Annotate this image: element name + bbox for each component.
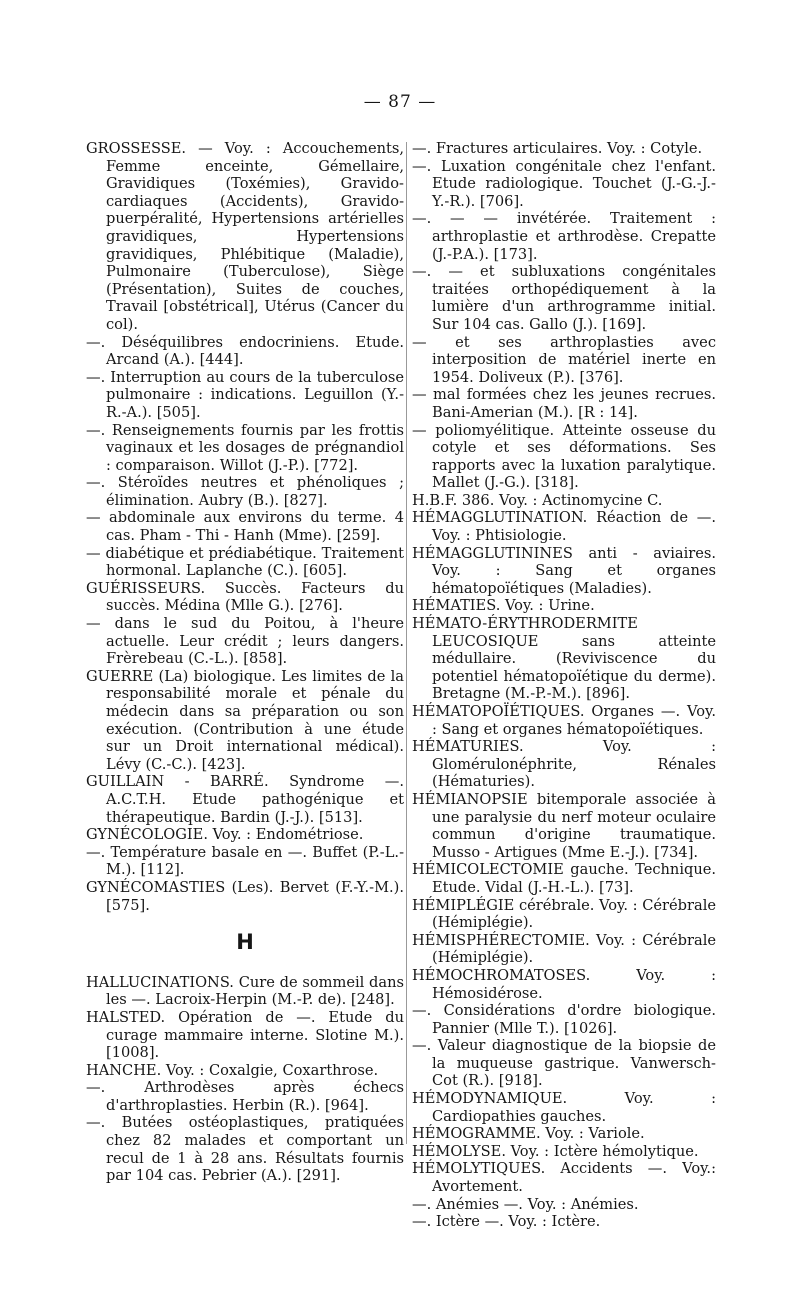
index-entry: — dans le sud du Poitou, à l'heure actuelle. Leur crédit ; leurs dangers. Frèrebeau (C.-L.). [858].: [86, 615, 404, 668]
index-entry: GYNÉCOLOGIE. Voy. : Endométriose.: [86, 826, 364, 844]
index-entry: —. Déséquilibres endocriniens. Etude. Arcand (A.). [444].: [86, 333, 404, 369]
right-column: [412, 140, 716, 1231]
page-number: — 87 —: [363, 92, 437, 112]
index-entry: HÉMOGRAMME. Voy. : Variole.: [412, 1125, 645, 1143]
index-entry: —. Valeur diagnostique de la biopsie de la muqueuse gastrique. Vanwersch-Cot (R.). [918].: [412, 1037, 716, 1090]
index-entry: GUÉRISSEURS. Succès. Facteurs du succès. Médina (Mlle G.). [276].: [86, 579, 404, 615]
section-letter: H: [236, 930, 254, 955]
index-entry: HÉMODYNAMIQUE. Voy. : Cardiopathies gauches.: [412, 1090, 716, 1125]
index-entry: — diabétique et prédiabétique. Traitement hormonal. Laplanche (C.). [605].: [86, 544, 404, 580]
index-entry: —. — et subluxations congénitales traitées orthopédiquement à la lumière d'un arthrogramme initial. Sur 104 cas. Gallo (J.). [169].: [412, 263, 716, 333]
entry-list-top: [86, 140, 404, 914]
index-entry: —. Interruption au cours de la tuberculose pulmonaire : indications. Leguillon (Y.-R.-A.). [505].: [86, 368, 404, 421]
index-entry: —. Luxation congénitale chez l'enfant. Etude radiologique. Touchet (J.-G.-J.-Y.-R.). [706].: [412, 157, 716, 210]
index-entry: HÉMIANOPSIE bitemporale associée à une paralysie du nerf moteur oculaire commun d'origine traumatique. Musso - Artigues (Mme E.-J.). [734].: [412, 790, 716, 861]
index-entry: HÉMOLYTIQUES. Accidents —. Voy.: Avortement.: [412, 1160, 716, 1196]
index-entry: — et ses arthroplasties avec interposition de matériel inerte en 1954. Doliveux (P.). [376].: [412, 333, 716, 386]
index-entry: HÉMOLYSE. Voy. : Ictère hémolytique.: [412, 1142, 699, 1160]
index-entry: HÉMISPHÉRECTOMIE. Voy. : Cérébrale (Hémiplégie).: [412, 931, 716, 967]
index-entry: HÉMIPLÉGIE cérébrale. Voy. : Cérébrale (Hémiplégie).: [412, 896, 716, 932]
column-divider: [406, 142, 407, 1144]
left-column: [86, 140, 404, 1185]
index-entry: —. Stéroïdes neutres et phénoliques ; élimination. Aubry (B.). [827].: [86, 474, 404, 509]
index-entry: HALLUCINATIONS. Cure de sommeil dans les —. Lacroix-Herpin (M.-P. de). [248].: [86, 973, 404, 1009]
index-entry: HÉMAGGLUTINATION. Réaction de —. Voy. : Phtisiologie.: [412, 509, 716, 545]
index-entry: —. — — invétérée. Traitement : arthroplastie et arthrodèse. Crepatte (J.-P.A.). [173].: [412, 210, 716, 263]
index-entry: GUERRE (La) biologique. Les limites de la responsabilité morale et pénale du médecin dans sa préparation ou son exécution. (Contribution à une étude sur un Droit international médical). Lévy (C.-C.). [423].: [86, 667, 404, 773]
entry-list-bottom: [86, 974, 404, 1185]
index-entry: GUILLAIN - BARRÉ. Syndrome —. A.C.T.H. Etude pathogénique et thérapeutique. Bardin (J.-J.). [513].: [86, 773, 404, 826]
index-entry: HÉMOCHROMATOSES. Voy. : Hémosidérose.: [412, 966, 716, 1002]
index-entry: —. Butées ostéoplastiques, pratiquées chez 82 malades et comportant un recul de 1 à 28 ans. Résultats fournis par 104 cas. Pebrier (A.). [291].: [86, 1114, 404, 1185]
index-entry: HÉMATIES. Voy. : Urine.: [412, 597, 595, 615]
index-entry: —. Considérations d'ordre biologique. Pannier (Mlle T.). [1026].: [412, 1002, 716, 1037]
index-entry: HANCHE. Voy. : Coxalgie, Coxarthrose.: [86, 1061, 379, 1079]
index-entry: — abdominale aux environs du terme. 4 cas. Pham - Thi - Hanh (Mme). [259].: [86, 509, 404, 545]
index-entry: HÉMAGGLUTININES anti - aviaires. Voy. : Sang et organes hématopoïétiques (Maladies).: [412, 544, 716, 597]
index-entry: HALSTED. Opération de —. Etude du curage mammaire interne. Slotine M.). [1008].: [86, 1008, 404, 1062]
index-entry: HÉMICOLECTOMIE gauche. Technique. Etude. Vidal (J.-H.-L.). [73].: [412, 861, 716, 896]
index-entry: — mal formées chez les jeunes recrues. Bani-Amerian (M.). [R : 14].: [412, 386, 716, 421]
index-entry: GYNÉCOMASTIES (Les). Bervet (F.-Y.-M.). [575].: [86, 878, 404, 914]
index-entry: —. Renseignements fournis par les frottis vaginaux et les dosages de prégnandiol : comparaison. Willot (J.-P.). [772].: [86, 421, 404, 474]
index-entry: HÉMATURIES. Voy. : Glomérulonéphrite, Rénales (Hématuries).: [412, 738, 716, 791]
index-entry: GROSSESSE. — Voy. : Accouchements, Femme enceinte, Gémellaire, Gravidiques (Toxémies), Gravido-cardiaques (Accidents), Gravido-puerpéralité, Hypertensions artérielles gravidiques, Hypertensions gravidiques, Phlébitique (Maladie), Pulmonaire (Tuberculose), Siège (Présentation), Suites de couches, Travail [obstétrical], Utérus (Cancer du col).: [86, 140, 404, 333]
index-entry: —. Fractures articulaires. Voy. : Cotyle.: [412, 140, 703, 157]
index-entry: HÉMATO-ÉRYTHRODERMITE LEUCOSIQUE sans atteinte médullaire. (Reviviscence du potentiel hématopoïétique du derme). Bretagne (M.-P.-M.). [896].: [412, 615, 716, 703]
index-entry: H.B.F. 386. Voy. : Actinomycine C.: [412, 491, 663, 509]
index-entry: HÉMATOPOÏÉTIQUES. Organes —. Voy. : Sang et organes hématopoïétiques.: [412, 703, 716, 738]
index-entry: —. Anémies —. Voy. : Anémies.: [412, 1195, 639, 1213]
index-entry: — poliomyélitique. Atteinte osseuse du cotyle et ses déformations. Ses rapports avec la luxation paralytique. Mallet (J.-G.). [318].: [412, 421, 716, 492]
index-entry: —. Température basale en —. Buffet (P.-L.-M.). [112].: [86, 843, 404, 879]
index-entry: —. Ictère —. Voy. : Ictère.: [412, 1213, 601, 1231]
index-entry: —. Arthrodèses après échecs d'arthroplasties. Herbin (R.). [964].: [86, 1079, 404, 1114]
